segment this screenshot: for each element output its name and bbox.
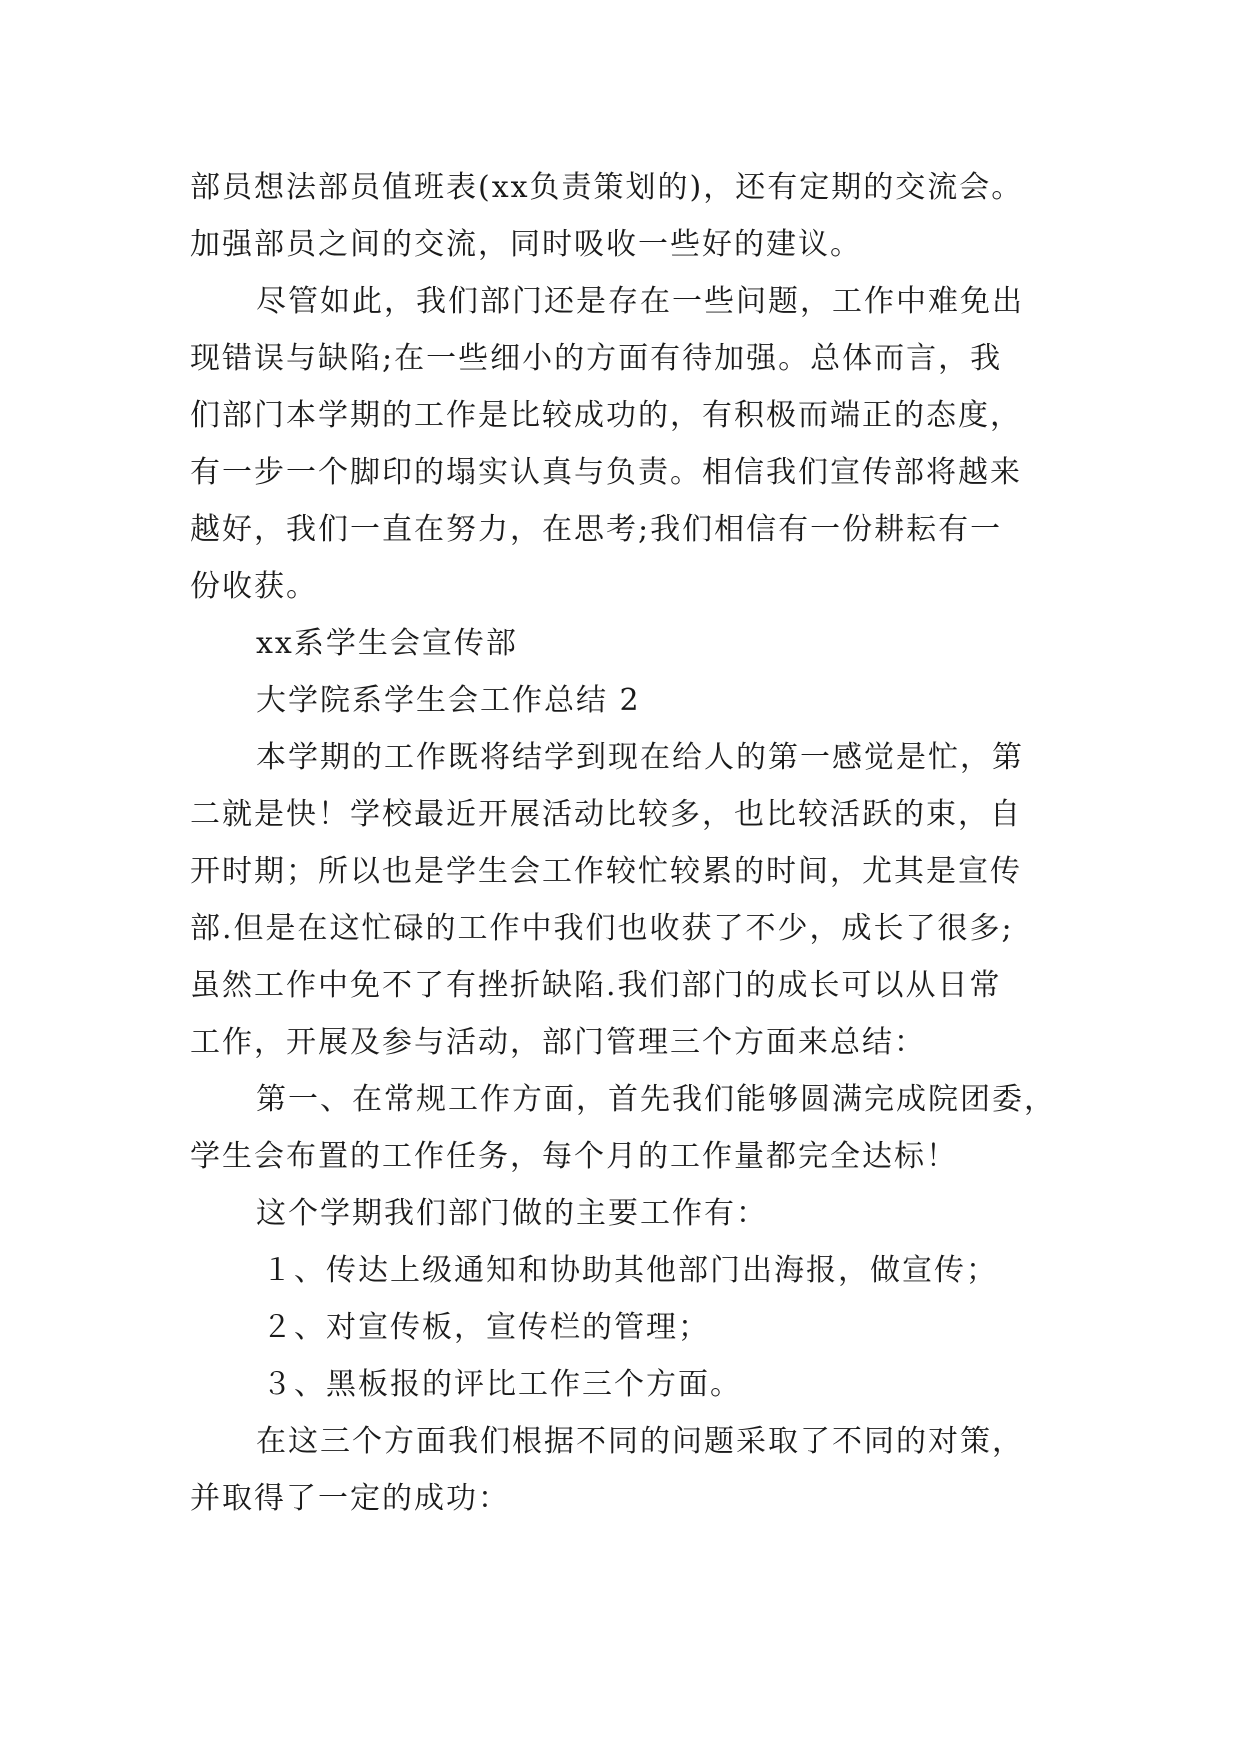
text-line: 部员想法部员值班表(xx负责策划的)，还有定期的交流会。 (190, 170, 1024, 205)
list-item: ３、黑板报的评比工作三个方面。 (262, 1367, 742, 1402)
paragraph-start-line: 在这三个方面我们根据不同的问题采取了不同的对策， (256, 1424, 1024, 1459)
text-line: 有一步一个脚印的塌实认真与负责。相信我们宣传部将越来 (190, 455, 1022, 490)
text-line: 学生会布置的工作任务，每个月的工作量都完全达标！ (190, 1139, 958, 1174)
list-item: ２、对宣传板，宣传栏的管理； (262, 1310, 710, 1345)
text-line: 开时期；所以也是学生会工作较忙较累的时间，尤其是宣传 (190, 854, 1022, 889)
paragraph-start-line: 尽管如此，我们部门还是存在一些问题，工作中难免出 (256, 284, 1024, 319)
signature-line: xx系学生会宣传部 (256, 626, 518, 661)
text-line: 虽然工作中免不了有挫折缺陷.我们部门的成长可以从日常 (190, 968, 1002, 1003)
text-line: 份收获。 (190, 569, 318, 604)
list-item: １、传达上级通知和协助其他部门出海报，做宣传； (262, 1253, 998, 1288)
paragraph-start-line: 第一、在常规工作方面，首先我们能够圆满完成院团委， (256, 1082, 1056, 1117)
text-line: 并取得了一定的成功： (190, 1481, 510, 1516)
paragraph-start-line: 这个学期我们部门做的主要工作有： (256, 1196, 768, 1231)
text-line: 部.但是在这忙碌的工作中我们也收获了不少，成长了很多; (190, 911, 1014, 946)
paragraph-start-line: 本学期的工作既将结学到现在给人的第一感觉是忙，第 (256, 740, 1024, 775)
text-line: 越好，我们一直在努力，在思考;我们相信有一份耕耘有一 (190, 512, 1003, 547)
text-line: 们部门本学期的工作是比较成功的，有积极而端正的态度， (190, 398, 1022, 433)
text-line: 现错误与缺陷;在一些细小的方面有待加强。总体而言，我 (190, 341, 1003, 376)
text-line: 加强部员之间的交流，同时吸收一些好的建议。 (190, 227, 862, 262)
text-line: 二就是快！学校最近开展活动比较多，也比较活跃的束，自 (190, 797, 1022, 832)
text-line: 工作，开展及参与活动，部门管理三个方面来总结： (190, 1025, 926, 1060)
section-heading: 大学院系学生会工作总结 2 (256, 683, 641, 718)
